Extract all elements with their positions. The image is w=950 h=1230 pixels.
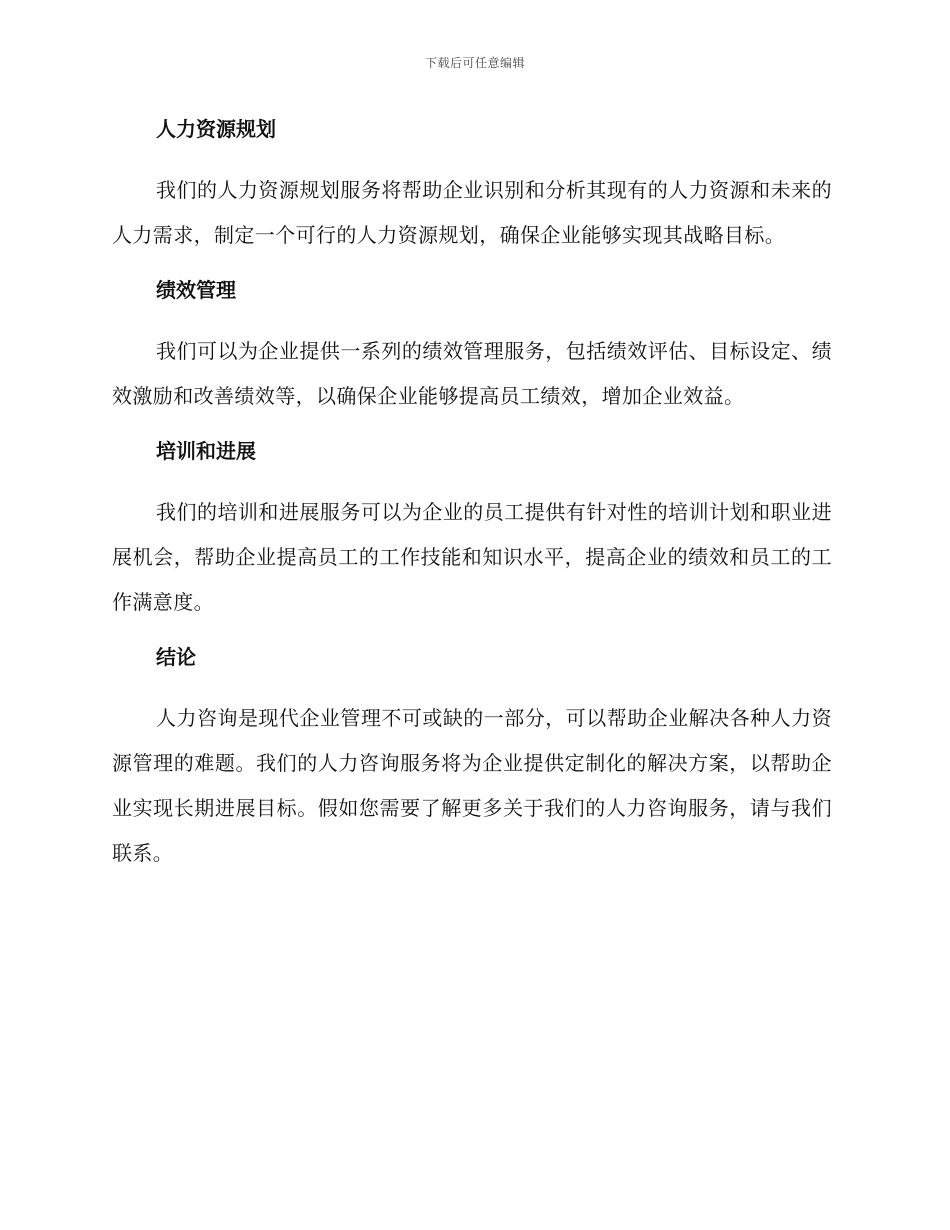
section-conclusion	[112, 640, 832, 876]
document-content	[112, 112, 832, 891]
section-paragraph: 我们的人力资源规划服务将帮助企业识别和分析其现有的人力资源和未来的人力需求，制定一个可行的人力资源规划，确保企业能够实现其战略目标。	[112, 178, 832, 247]
section-training-development	[112, 434, 832, 625]
page-header: 下载后可任意编辑	[424, 56, 525, 70]
section-heading: 人力资源规划	[156, 117, 276, 141]
section-heading: 结论	[156, 645, 196, 669]
section-hr-planning	[112, 112, 832, 258]
section-paragraph: 我们可以为企业提供一系列的绩效管理服务，包括绩效评估、目标设定、绩效激励和改善绩效等，以确保企业能够提高员工绩效，增加企业效益。	[112, 339, 832, 408]
section-heading: 绩效管理	[156, 278, 236, 302]
section-paragraph: 人力咨询是现代企业管理不可或缺的一部分，可以帮助企业解决各种人力资源管理的难题。我们的人力咨询服务将为企业提供定制化的解决方案，以帮助企业实现长期进展目标。假如您需要了解更多关于我们的人力咨询服务，请与我们联系。	[112, 706, 832, 865]
section-performance-management	[112, 273, 832, 419]
section-paragraph: 我们的培训和进展服务可以为企业的员工提供有针对性的培训计划和职业进展机会，帮助企业提高员工的工作技能和知识水平，提高企业的绩效和员工的工作满意度。	[112, 500, 832, 614]
section-heading: 培训和进展	[156, 439, 256, 463]
